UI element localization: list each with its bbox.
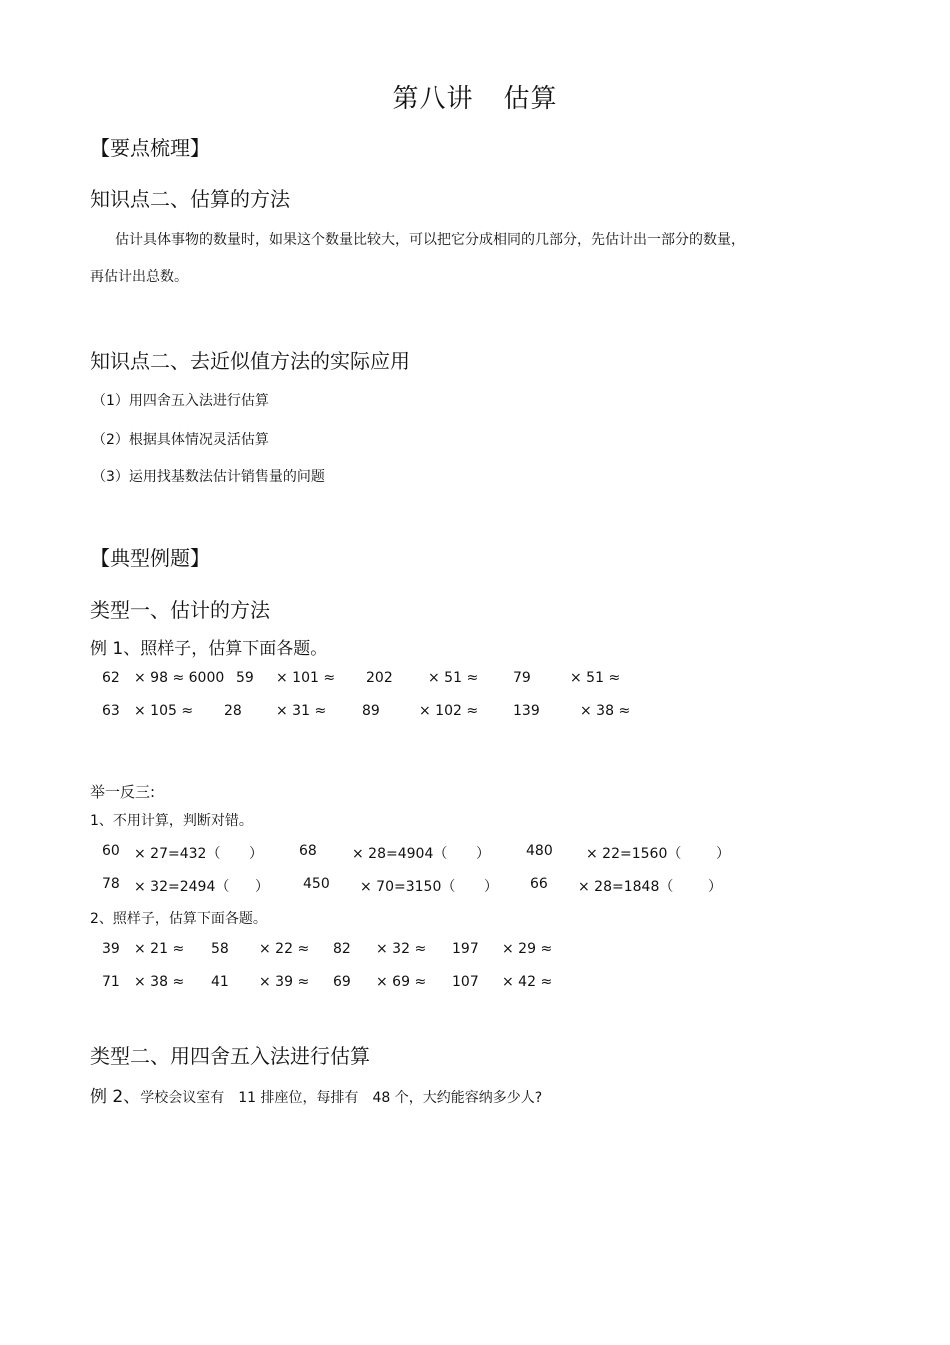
kp1-line2: 再估计出总数。 <box>90 269 188 285</box>
problem-expression: × 22=1560（ <box>586 846 682 862</box>
problem-number: 197 <box>452 941 479 957</box>
problem-number: 139 <box>513 703 540 719</box>
example1-row-2 <box>0 703 950 723</box>
practice-q1: 1、不用计算，判断对错。 <box>90 813 253 829</box>
kp2-heading: 知识点二、去近似值方法的实际应用 <box>90 349 410 373</box>
answer-paren-close: ） <box>476 846 490 862</box>
problem-number: 60 <box>102 843 120 859</box>
problem-number: 66 <box>530 876 548 892</box>
problem-number: 63 <box>102 703 120 719</box>
kp2-item-1: （1）用四舍五入法进行估算 <box>92 393 269 409</box>
type2-heading: 类型二、用四舍五入法进行估算 <box>90 1044 370 1068</box>
kp1-line1: 估计具体事物的数量时，如果这个数量比较大，可以把它分成相同的几部分，先估计出一部分的数量， <box>115 232 745 248</box>
problem-number: 107 <box>452 974 479 990</box>
problem-expression: × 28=1848（ <box>578 879 674 895</box>
example1-prompt: 例 1、照样子，估算下面各题。 <box>90 639 328 659</box>
problem-number: 62 <box>102 670 120 686</box>
problem-expression: × 28=4904（ <box>352 846 448 862</box>
problem-number: 39 <box>102 941 120 957</box>
practice-q1-row-1 <box>0 843 950 863</box>
type1-heading: 类型一、估计的方法 <box>90 598 270 622</box>
problem-expression: × 51 ≈ <box>570 670 621 686</box>
practice-q1-row-2 <box>0 876 950 896</box>
answer-paren-close: ） <box>484 879 498 895</box>
problem-number: 79 <box>513 670 531 686</box>
problem-expression: × 70=3150（ <box>360 879 456 895</box>
example2-text: 学校会议室有 11 排座位，每排有 48 个，大约能容纳多少人? <box>140 1090 543 1106</box>
problem-number: 480 <box>526 843 553 859</box>
problem-number: 71 <box>102 974 120 990</box>
problem-expression: × 51 ≈ <box>428 670 479 686</box>
kp2-item-3: （3）运用找基数法估计销售量的问题 <box>92 469 325 485</box>
problem-number: 68 <box>299 843 317 859</box>
kp1-heading: 知识点二、估算的方法 <box>90 187 290 211</box>
problem-expression: × 32 ≈ <box>376 941 427 957</box>
page-title <box>0 78 950 115</box>
problem-expression: × 38 ≈ <box>134 974 185 990</box>
problem-expression: × 22 ≈ <box>259 941 310 957</box>
problem-number: 59 <box>236 670 254 686</box>
answer-paren-close: ） <box>255 879 269 895</box>
practice-heading: 举一反三: <box>90 783 156 801</box>
problem-expression: × 21 ≈ <box>134 941 185 957</box>
answer-paren-close: ） <box>708 879 722 895</box>
problem-number: 58 <box>211 941 229 957</box>
problem-expression: × 31 ≈ <box>276 703 327 719</box>
problem-number: 69 <box>333 974 351 990</box>
problem-expression: × 32=2494（ <box>134 879 230 895</box>
problem-expression: × 42 ≈ <box>502 974 553 990</box>
answer-paren-close: ） <box>716 846 730 862</box>
problem-expression: × 102 ≈ <box>419 703 479 719</box>
section-typical-examples: 【典型例题】 <box>90 546 210 570</box>
problem-number: 28 <box>224 703 242 719</box>
section-key-points: 【要点梳理】 <box>90 136 210 160</box>
practice-q2: 2、照样子，估算下面各题。 <box>90 911 267 927</box>
problem-expression: × 105 ≈ <box>134 703 194 719</box>
problem-expression: × 27=432（ <box>134 846 221 862</box>
problem-number: 450 <box>303 876 330 892</box>
problem-expression: × 29 ≈ <box>502 941 553 957</box>
kp2-item-2: （2）根据具体情况灵活估算 <box>92 432 269 448</box>
problem-expression: × 39 ≈ <box>259 974 310 990</box>
example2-label: 例 2、 <box>90 1087 141 1107</box>
example1-row-1 <box>0 670 950 690</box>
problem-number: 82 <box>333 941 351 957</box>
problem-expression: × 101 ≈ <box>276 670 336 686</box>
title-part1: 第八讲 <box>392 84 474 114</box>
problem-number: 78 <box>102 876 120 892</box>
problem-expression: × 38 ≈ <box>580 703 631 719</box>
problem-expression: × 69 ≈ <box>376 974 427 990</box>
problem-number: 89 <box>362 703 380 719</box>
problem-number: 41 <box>211 974 229 990</box>
title-part2: 估算 <box>503 84 558 114</box>
answer-paren-close: ） <box>249 846 263 862</box>
problem-expression: × 98 ≈ 6000 <box>134 670 225 686</box>
practice-q2-row-2 <box>0 974 950 994</box>
practice-q2-row-1 <box>0 941 950 961</box>
problem-number: 202 <box>366 670 393 686</box>
example2 <box>90 1082 542 1107</box>
